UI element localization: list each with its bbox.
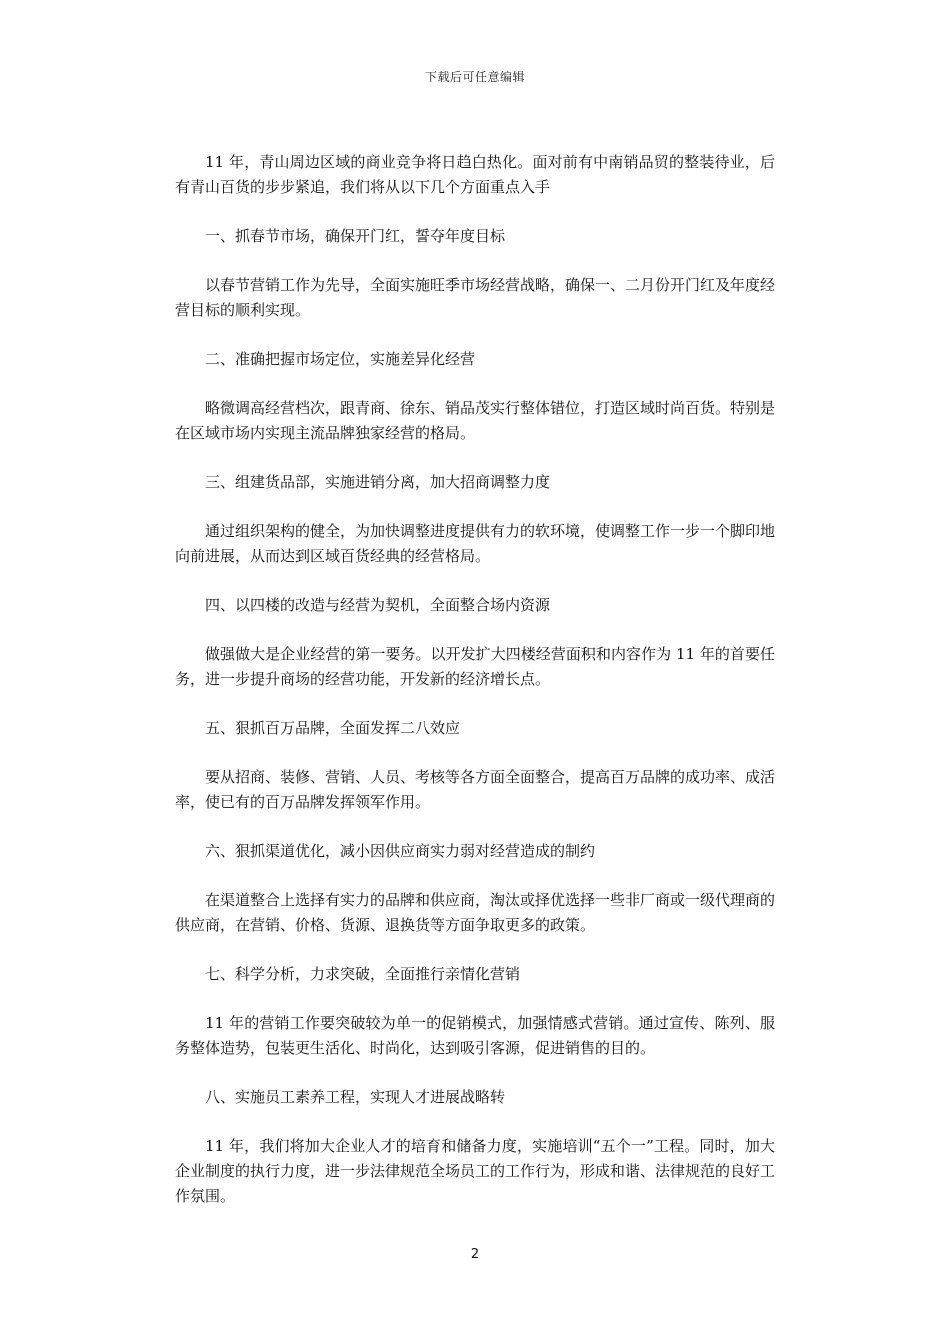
section-2-body: 略微调高经营档次，跟青商、徐东、销品茂实行整体错位，打造区域时尚百货。特别是在区域市场内实现主流品牌独家经营的格局。 bbox=[175, 399, 776, 442]
section-7-body: 11 年的营销工作要突破较为单一的促销模式，加强情感式营销。通过宣传、陈列、服务整体造势，包装更生活化、时尚化，达到吸引客源，促进销售的目的。 bbox=[175, 1014, 775, 1057]
section-1-body: 以春节营销工作为先导，全面实施旺季市场经营战略，确保一、二月份开门红及年度经营目标的顺利实现。 bbox=[175, 276, 776, 319]
section-6-heading: 六、狠抓渠道优化，减小因供应商实力弱对经营造成的制约 bbox=[205, 842, 596, 860]
section-5-heading: 五、狠抓百万品牌，全面发挥二八效应 bbox=[205, 719, 461, 737]
document-body bbox=[175, 150, 775, 1233]
page-header: 下载后可任意编辑 bbox=[424, 70, 525, 84]
section-5-body: 要从招商、装修、营销、人员、考核等各方面全面整合，提高百万品牌的成功率、成活率，使已有的百万品牌发挥领军作用。 bbox=[175, 768, 776, 811]
section-1-heading: 一、抓春节市场，确保开门红，誓夺年度目标 bbox=[205, 227, 506, 245]
section-8-body: 11 年，我们将加大企业人才的培育和储备力度，实施培训“五个一”工程。同时，加大企业制度的执行力度，进一步法律规范全场员工的工作行为，形成和谐、法律规范的良好工作氛围。 bbox=[175, 1137, 776, 1205]
intro-paragraph: 11 年，青山周边区域的商业竞争将日趋白热化。面对前有中南销品贸的整装待业，后有青山百货的步步紧追，我们将从以下几个方面重点入手 bbox=[175, 153, 775, 196]
section-4-heading: 四、以四楼的改造与经营为契机，全面整合场内资源 bbox=[205, 596, 551, 614]
section-4-body: 做强做大是企业经营的第一要务。以开发扩大四楼经营面积和内容作为 11 年的首要任务，进一步提升商场的经营功能，开发新的经济增长点。 bbox=[175, 645, 775, 688]
section-8-heading: 八、实施员工素养工程，实现人才进展战略转 bbox=[205, 1088, 506, 1106]
section-3-body: 通过组织架构的健全，为加快调整进度提供有力的软环境，使调整工作一步一个脚印地向前进展，从而达到区域百货经典的经营格局。 bbox=[175, 522, 776, 565]
section-3-heading: 三、组建货品部，实施进销分离，加大招商调整力度 bbox=[205, 473, 551, 491]
page-number: 2 bbox=[470, 1247, 480, 1262]
section-7-heading: 七、科学分析，力求突破，全面推行亲情化营销 bbox=[205, 965, 521, 983]
section-2-heading: 二、准确把握市场定位，实施差异化经营 bbox=[205, 350, 476, 368]
section-6-body: 在渠道整合上选择有实力的品牌和供应商，淘汰或择优选择一些非厂商或一级代理商的供应商，在营销、价格、货源、退换货等方面争取更多的政策。 bbox=[175, 891, 776, 934]
